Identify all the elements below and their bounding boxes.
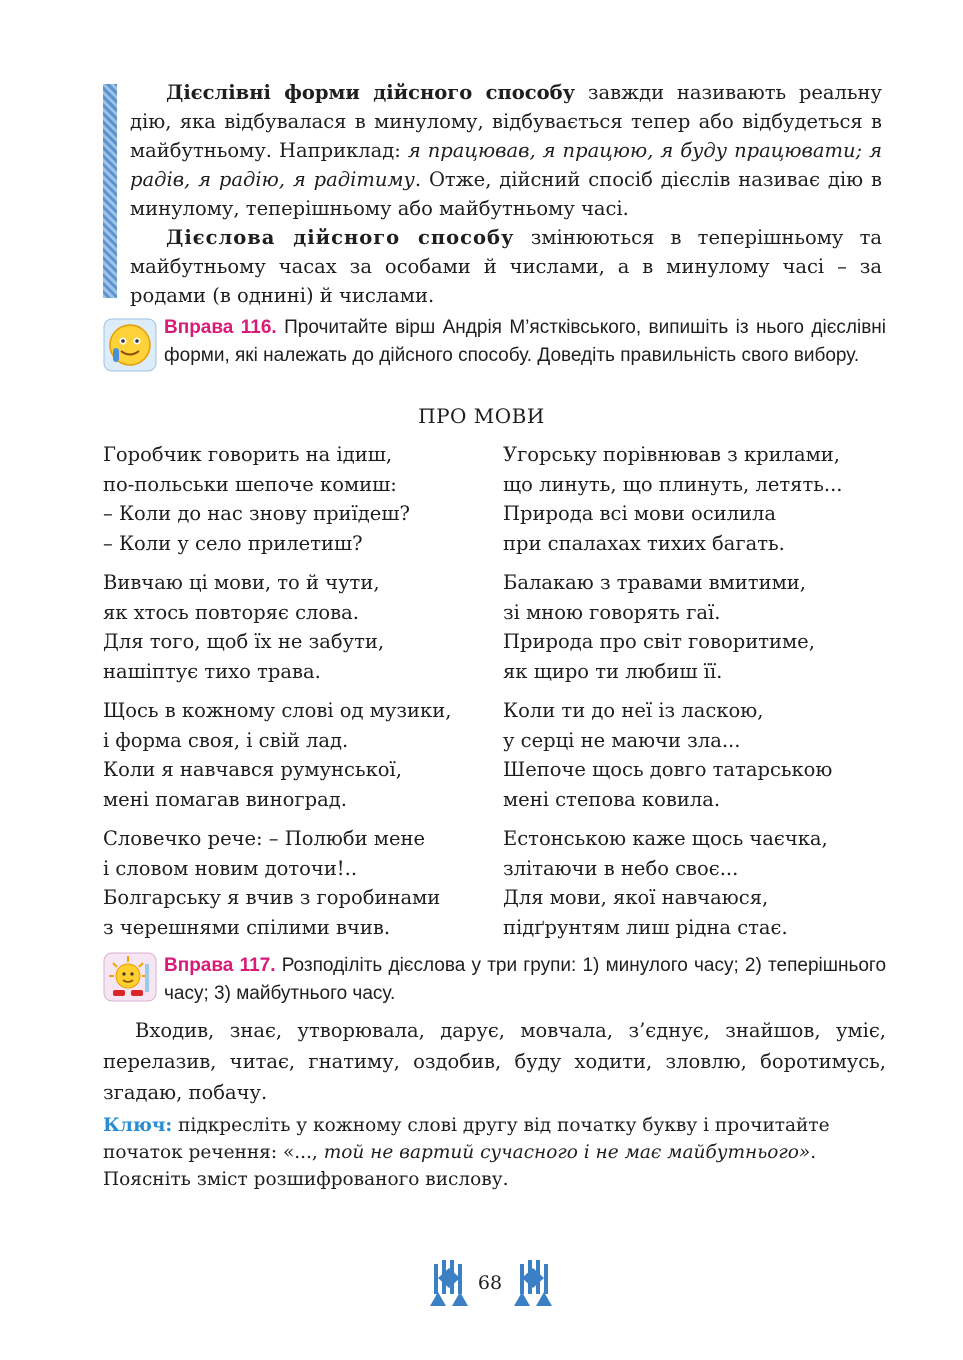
rule-paragraph-2 <box>130 223 882 310</box>
poem-line: Угорську порівнював з крилами, <box>503 443 840 466</box>
key-text-1: підкресліть у кожному слові другу від початку букву і прочитайте початок речення: «..., <box>103 1115 830 1163</box>
exercise-117-text: Розподіліть дієслова у три групи: 1) минулого часу; 2) теперішнього часу; 3) майбутнього часу. <box>164 955 887 1004</box>
stanza <box>103 568 503 686</box>
poem-line: Вивчаю ці мови, то й чути, <box>103 571 380 594</box>
rule-example: я працював, я працюю, я буду працювати; я радів, я радію, я радітиму <box>130 139 882 191</box>
poem-line: Болгарську я вчив з горобинами <box>103 886 441 909</box>
poem-line: як щиро ти любиш її. <box>503 659 723 683</box>
poem-line: при спалахах тихих багать. <box>503 531 785 555</box>
poem-line: Естонською каже щось чаєчка, <box>503 827 828 850</box>
poem-line: Горобчик говорить на ідиш, <box>103 443 393 466</box>
poem-line: зі мною говорять гаї. <box>503 600 721 624</box>
poem-line: мені степова ковила. <box>503 787 721 811</box>
poem-line: – Коли до нас знову приїдеш? <box>103 502 410 525</box>
ornament-left-icon <box>428 1258 470 1308</box>
page-number: 68 <box>477 1272 503 1294</box>
rule-text-1b: . Отже, дійсний спосіб дієслів називає дію в минулому, теперішньому або майбутньому часі. <box>130 168 883 220</box>
exercise-116-text: Прочитайте вірш Андрія М’ястківського, випишіть із нього дієслівні форми, які належать до дійсного способу. Доведіть правильність свого вибору. <box>164 317 887 366</box>
poem-line: що линуть, що плинуть, летять... <box>503 472 843 496</box>
rule-paragraph-1 <box>130 78 882 223</box>
poem-title: ПРО МОВИ <box>418 404 545 428</box>
poem-line: і словом новим доточи!.. <box>103 856 358 880</box>
verbs-list: Входив, знає, утворювала, дарує, мовчала, з’єднує, знайшов, уміє, перелазив, читає, гнатиму, оздобив, буду ходити, зловлю, боротимусь, згадаю, побачу. <box>103 1019 886 1104</box>
exercise-117 <box>164 952 886 1008</box>
poem-line: Коли я навчався румунської, <box>103 758 402 781</box>
poem-line: по-польськи шепоче комиш: <box>103 472 397 496</box>
poem-line: Балакаю з травами вмитими, <box>503 571 806 594</box>
ornament-right-icon <box>512 1258 554 1308</box>
exercise-117-title: Вправа 117. <box>164 955 276 976</box>
stanza <box>103 440 503 558</box>
poem-line: Щось в кожному слові од музики, <box>103 699 452 722</box>
page-footer <box>0 1258 963 1308</box>
poem-line: нашіптує тихо трава. <box>103 659 321 683</box>
rule-text-2: змінюються в теперішньому та майбутньому часах за особами й числами, а в минулому часі – за родами (в однині) й числами. <box>130 226 882 307</box>
stanza <box>503 824 903 942</box>
rule-side-bar <box>103 84 117 298</box>
poem-line: Для того, щоб їх не забути, <box>103 630 385 653</box>
poem-line: Природа всі мови осилила <box>503 502 777 525</box>
poem-right-column <box>503 440 903 952</box>
exercise-116 <box>164 314 886 370</box>
smiley-phone-icon <box>103 318 157 372</box>
stanza <box>503 440 903 558</box>
poem-line: Шепоче щось довго татарською <box>503 758 833 781</box>
stanza <box>503 568 903 686</box>
key-quote: той не вартий сучасного і не має майбутнього» <box>323 1142 811 1163</box>
poem-line: Для мови, якої навчаюся, <box>503 886 769 909</box>
rule-block <box>130 78 882 310</box>
poem-line: Словечко рече: – Полюби мене <box>103 827 426 850</box>
poem-line: з черешнями спілими вчив. <box>103 915 391 939</box>
stanza <box>103 696 503 814</box>
poem-line: мені помагав виноград. <box>103 787 347 811</box>
key-label: Ключ: <box>103 1115 173 1136</box>
poem-line: як хтось повторяє слова. <box>103 600 359 624</box>
poem-line: злітаючи в небо своє... <box>503 856 739 880</box>
poem-line: підґрунтям лиш рідна стає. <box>503 915 788 939</box>
poem-line: і форма своя, і свій лад. <box>103 728 349 752</box>
stanza <box>503 696 903 814</box>
rule-term-2: Дієслова дійсного способу <box>166 226 515 249</box>
poem-line: Коли ти до неї із ласкою, <box>503 699 764 722</box>
key-text-2: . Поясніть зміст розшифрованого вислову. <box>103 1142 817 1190</box>
poem-line: у серці не маючи зла... <box>503 728 741 752</box>
rule-text-1a: завжди називають реальну дію, яка відбувалася в минулому, відбувається тепер або відбудеться в майбутньому. Наприклад: <box>130 81 883 162</box>
sun-writing-icon <box>103 952 157 1002</box>
key-block <box>103 1112 886 1193</box>
poem-line: Природа про світ говоритиме, <box>503 630 815 653</box>
poem-left-column <box>103 440 503 952</box>
stanza <box>103 824 503 942</box>
poem-line: – Коли у село прилетиш? <box>103 531 363 555</box>
rule-term-1: Дієслівні форми дійсного способу <box>166 81 576 104</box>
exercise-116-title: Вправа 116. <box>164 317 277 338</box>
